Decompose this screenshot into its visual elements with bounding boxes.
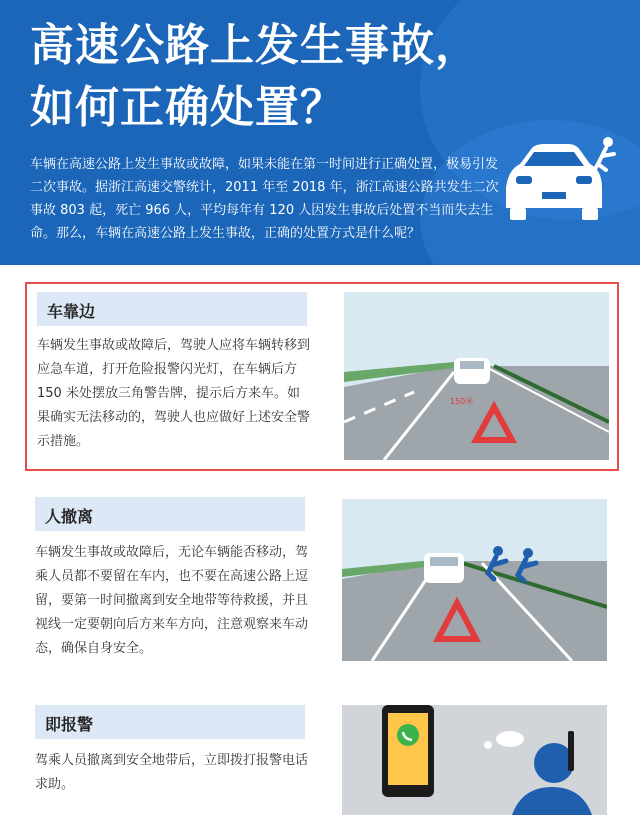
- phone-call-illustration: [342, 705, 607, 815]
- section-title: 车靠边: [47, 302, 96, 321]
- car-and-runner-icon: [498, 130, 618, 230]
- distance-label: 150米: [450, 397, 474, 406]
- section-title: 人撤离: [45, 507, 94, 526]
- section-title: 即报警: [45, 715, 94, 734]
- evacuation-scene-illustration: [342, 499, 607, 661]
- page-title-line2: 如何正确处置？: [30, 82, 345, 133]
- highway-scene-illustration: [344, 292, 609, 460]
- page-title-line1: 高速公路上发生事故，: [30, 20, 480, 71]
- section-move-car: [25, 282, 619, 471]
- section-text: 车辆发生事故或故障后，驾驶人应将车辆转移到应急车道，打开危险报警闪光灯，在车辆后方 150 米处摆放三角警告牌，提示后方来车。如果确实无法移动的，驾驶人也应做好上述安全警示措施。: [37, 338, 311, 449]
- section-title-tag: [35, 497, 305, 531]
- section-title-tag: [35, 705, 305, 739]
- section-text: 驾乘人员撤离到安全地带后，立即拨打报警电话求助。: [35, 753, 309, 792]
- intro-paragraph: 车辆在高速公路上发生事故或故障，如果未能在第一时间进行正确处置，极易引发二次事故。据浙江高速交警统计，2011 年至 2018 年，浙江高速公路共发生二次事故 803 起，死亡 966 人，平均每年有 120 人因发生事故后处置不当而失去生命。那么，车辆在高速公路上发生事故，正确的处置方式是什么呢？: [30, 157, 499, 241]
- section-call-police: [25, 693, 615, 823]
- section-text: 车辆发生事故或故障后，无论车辆能否移动，驾乘人员都不要留在车内，也不要在高速公路上逗留，要第一时间撤离到安全地带等待救援，并且视线一定要朝向后方来车方向，注意观察来车动态，确保自身安全。: [35, 545, 309, 656]
- section-title-tag: [37, 292, 307, 326]
- header-banner: [0, 0, 640, 265]
- section-evacuate: [25, 497, 615, 672]
